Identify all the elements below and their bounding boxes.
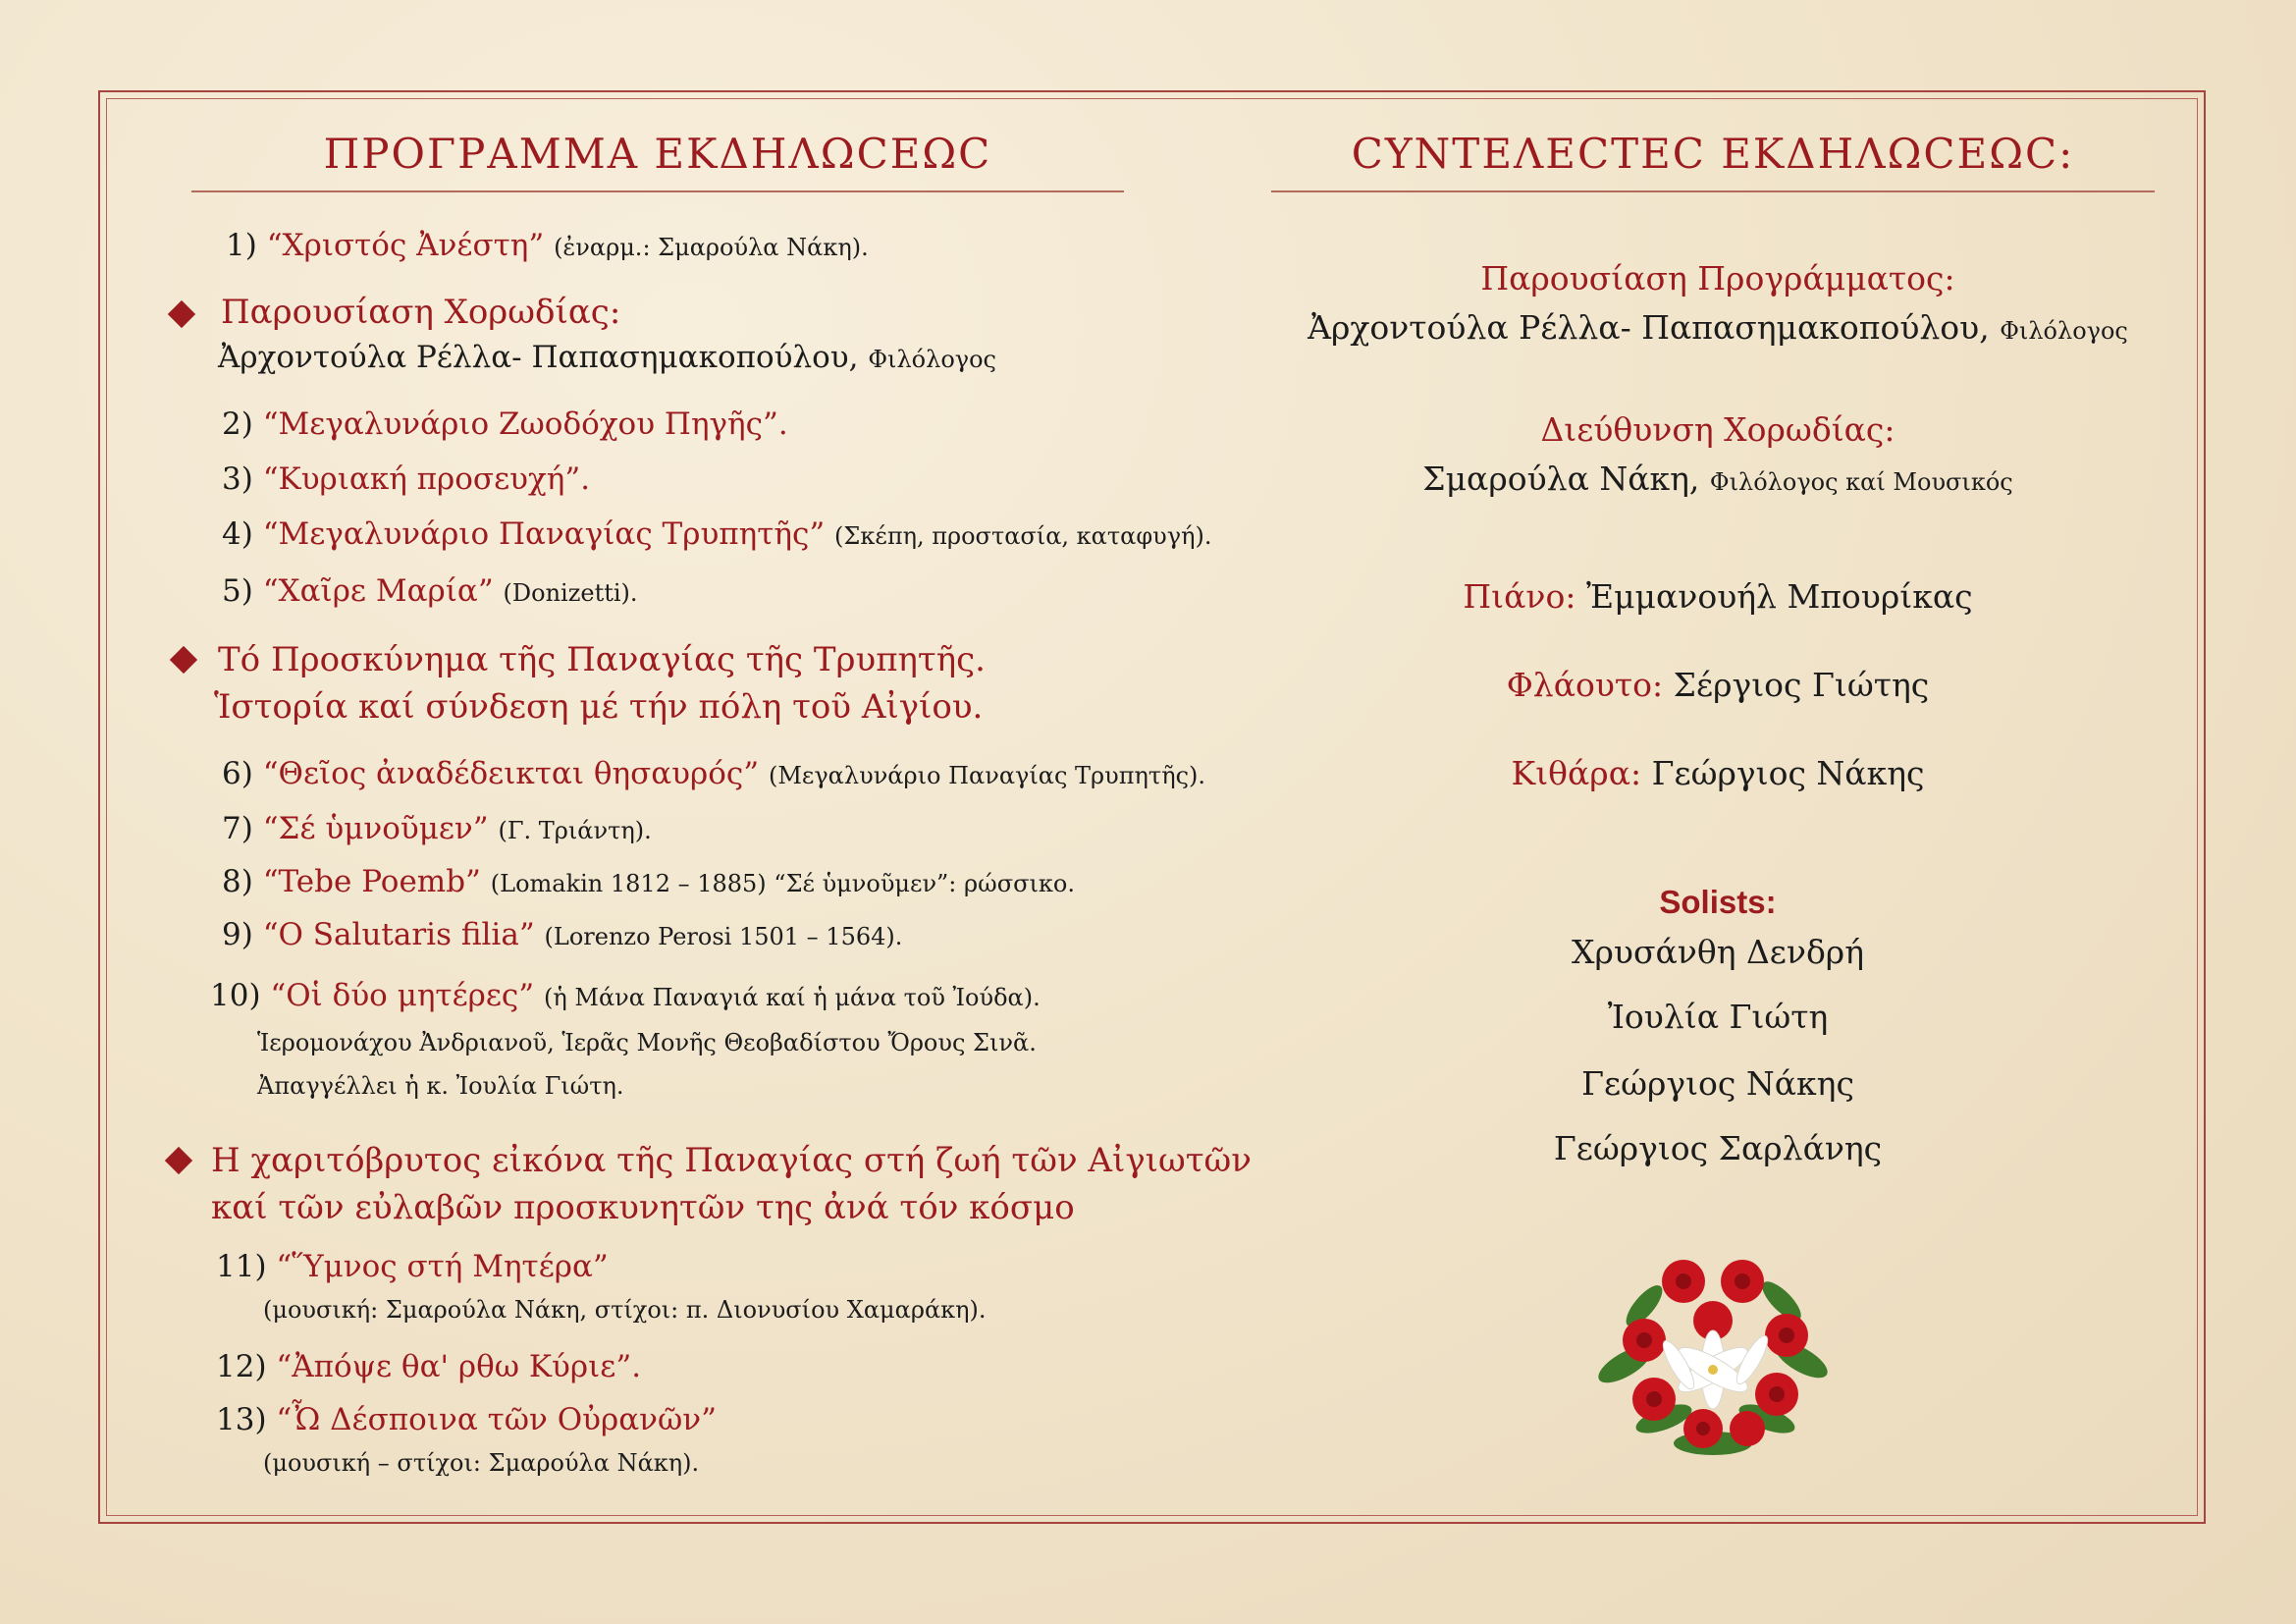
program-item-5: 5) “Χαῖρε Μαρία” (Donizetti).: [222, 573, 638, 609]
credits-direction-person: Σμαρούλα Νάκη, Φιλόλογος καί Μουσικός: [1422, 460, 2013, 498]
solist-4: Γεώργιος Σαρλάνης: [1553, 1129, 1883, 1167]
flower-bouquet-image: [1585, 1247, 1841, 1473]
credits-title-rule: [1271, 190, 2155, 192]
program-title: ΠΡΟΓΡΑΜΜΑ ΕΚΔΗΛΩCΕΩC: [323, 130, 992, 178]
solist-1: Χρυσάνθη Δενδρή: [1572, 933, 1864, 971]
program-item-10-extra-1: Ἱερομονάχου Ἀνδριανοῦ, Ἱερᾶς Μονῆς Θεοβαδίστου Ὄρους Σινᾶ.: [257, 1029, 1037, 1056]
section-choir-presentation: Παρουσίαση Χορωδίας:: [221, 293, 621, 332]
program-item-6: 6) “Θεῖος ἀναδέδεικται θησαυρός” (Μεγαλυνάριο Παναγίας Τρυπητῆς).: [222, 756, 1205, 791]
credits-piano: Πιάνο: Ἐμμανουήλ Μπουρίκας: [1463, 577, 1973, 616]
program-item-7: 7) “Σέ ὑμνοῦμεν” (Γ. Τριάντη).: [222, 811, 652, 846]
program-item-9: 9) “O Salutaris filia” (Lorenzo Perosi 1501 – 1564).: [222, 917, 903, 952]
program-item-12: 12) “Ἀπόψε θα' ρθω Κύριε”.: [216, 1349, 642, 1384]
credits-direction-label: Διεύθυνση Χορωδίας:: [1540, 410, 1896, 449]
section-pilgrimage-line-2: Ἱστορία καί σύνδεση μέ τήν πόλη τοῦ Αἰγίου.: [214, 687, 984, 727]
program-item-3: 3) “Κυριακή προσευχή”.: [222, 461, 591, 497]
section-choir-presenter: Ἀρχοντούλα Ρέλλα- Παπασημακοπούλου, Φιλόλογος: [218, 340, 996, 375]
section-icon-line-1: Η χαριτόβρυτος εἰκόνα τῆς Παναγίας στή ζωή τῶν Αἰγιωτῶν: [211, 1141, 1252, 1180]
program-item-2: 2) “Μεγαλυνάριο Ζωοδόχου Πηγῆς”.: [222, 406, 788, 442]
solist-2: Ἰουλία Γιώτη: [1607, 998, 1829, 1036]
credits-presentation-label: Παρουσίαση Προγράμματος:: [1480, 259, 1955, 298]
program-item-11-extra: (μουσική: Σμαρούλα Νάκη, στίχοι: π. Διονυσίου Χαμαράκη).: [263, 1296, 987, 1324]
program-item-13: 13) “Ὦ Δέσποινα τῶν Οὐρανῶν”: [216, 1402, 717, 1437]
program-item-13-extra: (μουσική – στίχοι: Σμαρούλα Νάκη).: [263, 1449, 700, 1477]
program-title-rule: [191, 190, 1124, 192]
program-item-10-extra-2: Ἀπαγγέλλει ἡ κ. Ἰουλία Γιώτη.: [257, 1072, 624, 1100]
section-icon-line-2: καί τῶν εὐλαβῶν προσκυνητῶν της ἀνά τόν κόσμο: [211, 1188, 1075, 1227]
solists-label: Solists:: [1659, 884, 1777, 920]
section-pilgrimage-line-1: Τό Προσκύνημα τῆς Παναγίας τῆς Τρυπητῆς.: [218, 640, 986, 679]
program-item-1: 1) “Χριστός Ἀνέστη” (ἐναρμ.: Σμαρούλα Νάκη).: [226, 228, 869, 263]
program-item-4: 4) “Μεγαλυνάριο Παναγίας Τρυπητῆς” (Σκέπη, προστασία, καταφυγή).: [222, 516, 1212, 552]
program-item-8: 8) “Tebe Poemb” (Lomakin 1812 – 1885) “Σέ ὑμνοῦμεν”: ρώσσικο.: [222, 864, 1075, 899]
credits-guitar: Κιθάρα: Γεώργιος Νάκης: [1511, 754, 1925, 792]
credits-flute: Φλάουτο: Σέργιος Γιώτης: [1506, 666, 1930, 704]
credits-presentation-person: Ἀρχοντούλα Ρέλλα- Παπασημακοπούλου, Φιλόλογος: [1308, 308, 2128, 347]
solist-3: Γεώργιος Νάκης: [1581, 1064, 1854, 1103]
credits-title: CΥΝΤΕΛΕCΤΕC ΕΚΔΗΛΩCΕΩC:: [1351, 130, 2075, 178]
program-item-11: 11) “Ὕμνος στή Μητέρα”: [216, 1249, 609, 1284]
program-item-10: 10) “Οἱ δύο μητέρες” (ἡ Μάνα Παναγιά καί ἡ μάνα τοῦ Ἰούδα).: [210, 978, 1041, 1013]
